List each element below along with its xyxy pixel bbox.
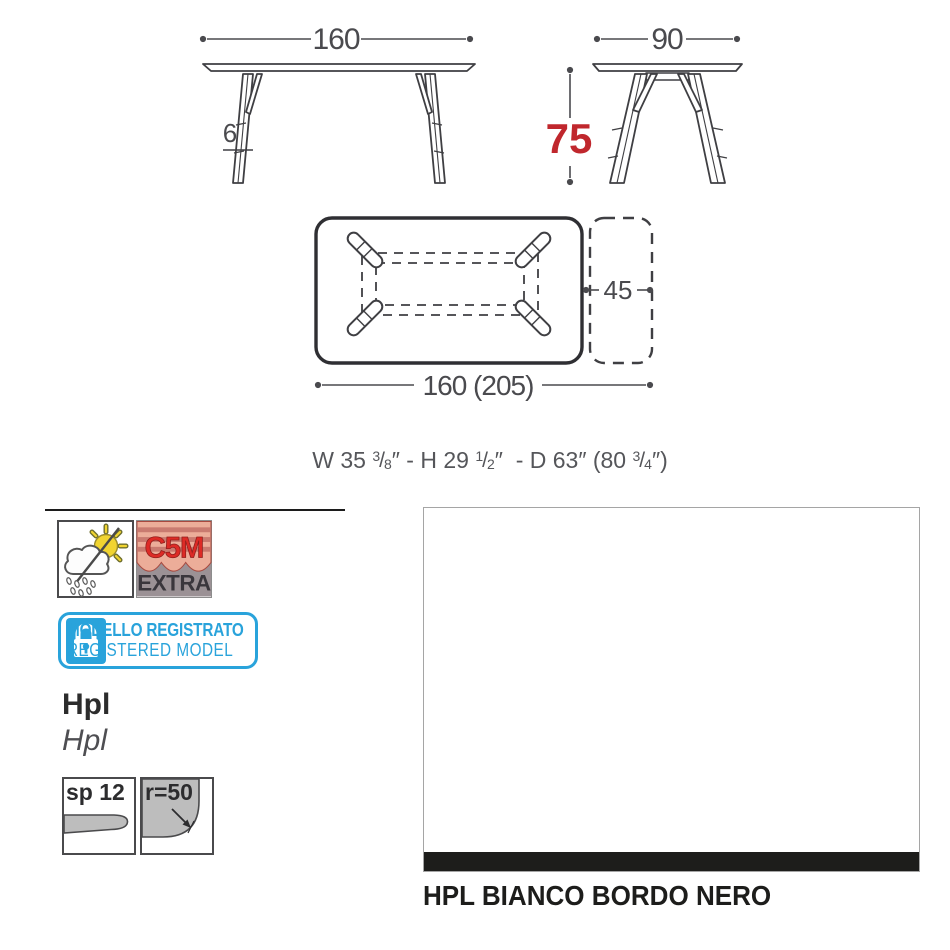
dim-dot (200, 36, 206, 42)
corrosion-class-badge (136, 520, 212, 598)
imperial-dimensions: W 35 $^3$/8″ - H 29 $^1$/2″ - D 63″ (80 $^3$/4″) (312, 447, 668, 473)
corner-radius-label: r=50 (145, 779, 193, 805)
edge-profile-shape (64, 815, 128, 833)
table-top-side (593, 64, 742, 71)
side-depth-label: 90 (651, 23, 683, 56)
table-leg (608, 74, 657, 183)
front-width-label: 160 (312, 23, 360, 56)
material-name-it: Hpl (62, 688, 111, 721)
finish-swatch-edge (424, 852, 919, 871)
dim-dot (467, 36, 473, 42)
front-view-drawing (193, 20, 485, 198)
top-length-label: 160 (205) (422, 370, 534, 401)
table-leg (233, 74, 262, 183)
table-leg (678, 74, 727, 183)
registered-model-en-label: REGISTERED MODEL (67, 639, 234, 660)
corrosion-grade-label: EXTRA (137, 570, 211, 596)
rain-icon (66, 577, 96, 597)
top-view-drawing (298, 203, 666, 405)
registered-model-it-label: MODELLO REGISTRATO (67, 620, 244, 641)
finish-swatch (423, 507, 920, 872)
material-name-en: Hpl (62, 724, 108, 757)
edge-thickness-label: sp 12 (66, 779, 125, 805)
corrosion-class-label: C5M (144, 532, 204, 565)
side-height-label: 75 (545, 115, 593, 162)
edge-thickness-icon (62, 777, 136, 855)
corner-radius-icon (140, 777, 214, 855)
finish-name-label: HPL BIANCO BORDO NERO (423, 880, 772, 911)
side-view-drawing (538, 20, 760, 198)
section-divider (45, 509, 345, 511)
front-leg-thickness-label: 6 (222, 118, 238, 148)
table-top-front (203, 64, 475, 71)
table-leg (416, 74, 445, 183)
outdoor-use-icon (57, 520, 134, 598)
top-extension-label: 45 (603, 275, 633, 305)
registered-model-badge (58, 612, 258, 669)
